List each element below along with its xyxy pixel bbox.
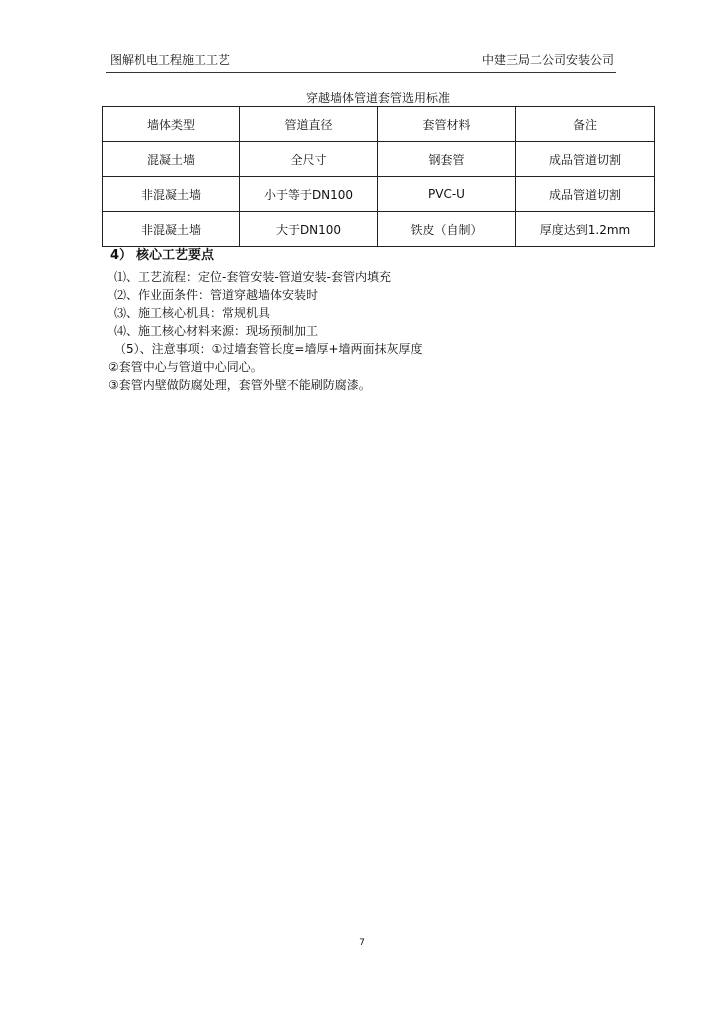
process-item: ⑵、作业面条件：管道穿越墙体安装时 xyxy=(114,288,319,302)
process-item: ⑷、施工核心材料来源：现场预制加工 xyxy=(114,324,319,338)
page-number: 7 xyxy=(359,938,365,948)
section-number: 4） xyxy=(110,248,133,263)
column-header: 墙体类型 xyxy=(103,107,240,142)
table-cell: 铁皮（自制） xyxy=(378,212,516,247)
table-cell: 大于DN100 xyxy=(240,212,378,247)
process-item: ⑶、施工核心机具：常规机具 xyxy=(114,306,271,320)
table-header-row xyxy=(103,107,655,142)
table-cell: 小于等于DN100 xyxy=(240,177,378,212)
process-item: ③套管内壁做防腐处理，套管外壁不能刷防腐漆。 xyxy=(108,378,371,392)
table-cell: 非混凝土墙 xyxy=(103,177,240,212)
table-cell: 成品管道切割 xyxy=(516,142,655,177)
header-company: 中建三局二公司安装公司 xyxy=(481,53,614,67)
column-header: 备注 xyxy=(516,107,655,142)
process-item: ⑴、工艺流程：定位-套管安装-管道安装-套管内填充 xyxy=(114,270,391,284)
page-header xyxy=(106,52,616,73)
table-cell: 钢套管 xyxy=(378,142,516,177)
column-header: 管道直径 xyxy=(240,107,378,142)
table-caption: 穿越墙体管道套管选用标准 xyxy=(305,91,450,105)
section-title: 核心工艺要点 xyxy=(136,248,215,263)
table-cell: 非混凝土墙 xyxy=(103,212,240,247)
table-cell: 混凝土墙 xyxy=(103,142,240,177)
table-row xyxy=(103,142,655,177)
column-header: 套管材料 xyxy=(378,107,516,142)
process-item: ②套管中心与管道中心同心。 xyxy=(108,360,263,374)
section-heading xyxy=(110,248,214,264)
process-item: （5）、注意事项：①过墙套管长度=墙厚+墙两面抹灰厚度 xyxy=(114,342,423,356)
sleeve-spec-table xyxy=(102,106,655,247)
table-cell: 成品管道切割 xyxy=(516,177,655,212)
table-row xyxy=(103,177,655,212)
table-cell: PVC-U xyxy=(378,177,516,212)
header-title: 图解机电工程施工工艺 xyxy=(110,53,231,67)
table-cell: 全尺寸 xyxy=(240,142,378,177)
table-row xyxy=(103,212,655,247)
table-cell: 厚度达到1.2mm xyxy=(516,212,655,247)
